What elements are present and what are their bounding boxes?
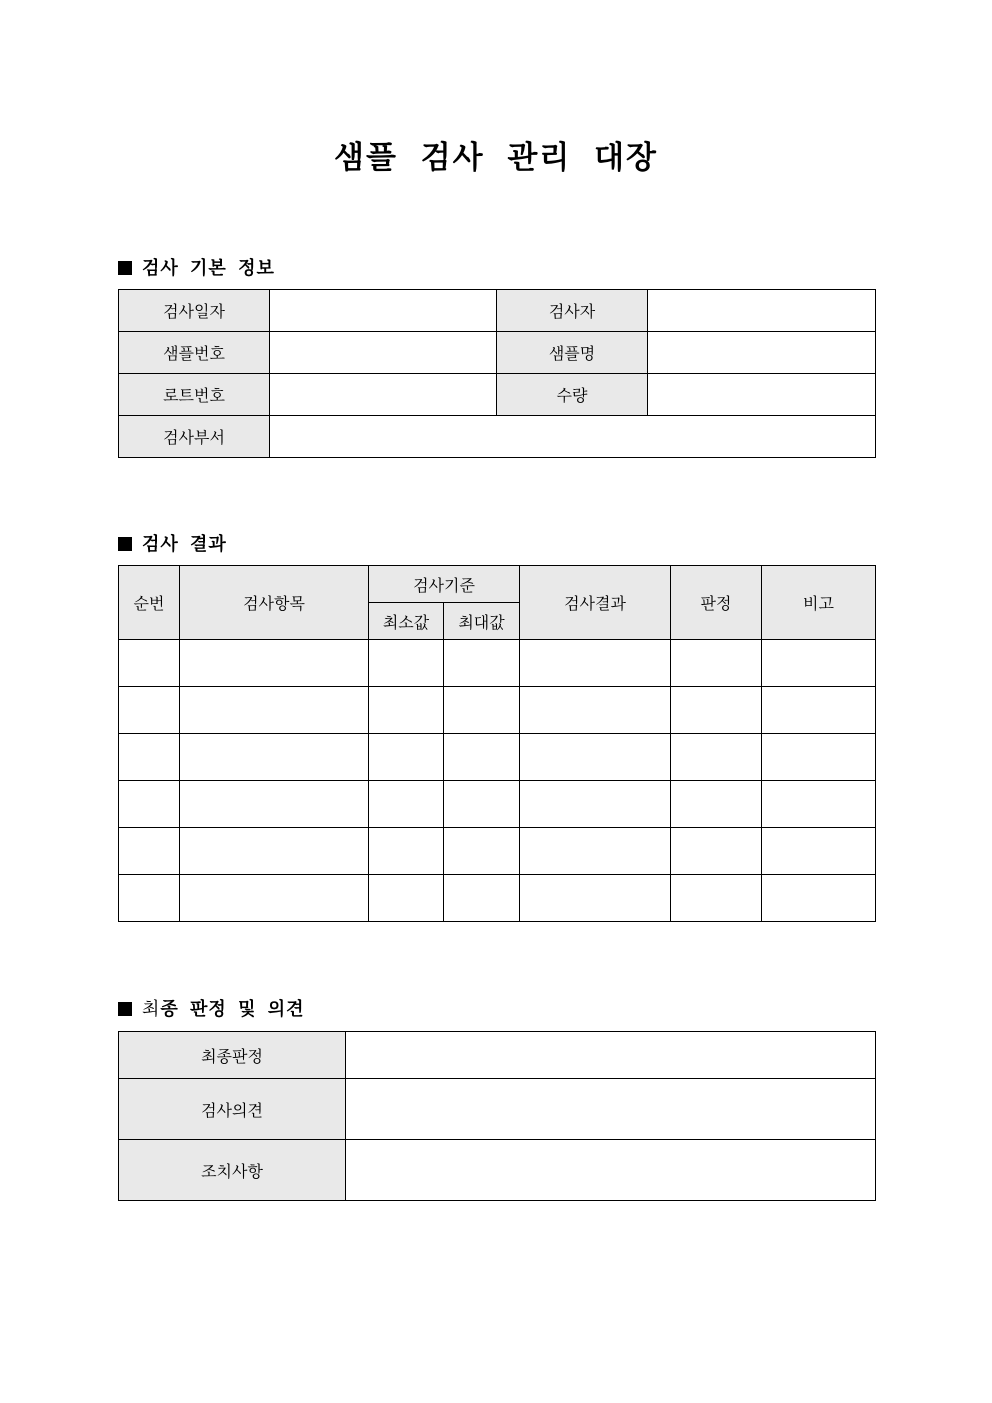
value-inspector[interactable] bbox=[648, 290, 876, 332]
cell-remarks[interactable] bbox=[762, 687, 876, 734]
header-item: 검사항목 bbox=[180, 566, 369, 640]
final-heading-text: 종 판정 및 의견 bbox=[160, 999, 305, 1020]
results-heading bbox=[118, 530, 227, 556]
cell-seq[interactable] bbox=[119, 828, 180, 875]
square-bullet-icon bbox=[118, 537, 132, 551]
cell-item[interactable] bbox=[180, 640, 369, 687]
label-inspection-date: 검사일자 bbox=[119, 290, 270, 332]
cell-seq[interactable] bbox=[119, 640, 180, 687]
label-department: 검사부서 bbox=[119, 416, 270, 458]
square-bullet-icon bbox=[118, 261, 132, 275]
cell-judgment[interactable] bbox=[671, 781, 762, 828]
cell-result[interactable] bbox=[520, 875, 671, 922]
table-row bbox=[119, 687, 876, 734]
table-row bbox=[119, 416, 876, 458]
cell-min[interactable] bbox=[369, 687, 444, 734]
cell-max[interactable] bbox=[444, 640, 520, 687]
cell-item[interactable] bbox=[180, 875, 369, 922]
cell-result[interactable] bbox=[520, 734, 671, 781]
table-row bbox=[119, 875, 876, 922]
page-title: 샘플 검사 관리 대장 bbox=[334, 140, 658, 176]
label-opinion: 검사의견 bbox=[119, 1079, 346, 1140]
cell-judgment[interactable] bbox=[671, 687, 762, 734]
header-seq: 순번 bbox=[119, 566, 180, 640]
cell-item[interactable] bbox=[180, 828, 369, 875]
header-max: 최대값 bbox=[444, 603, 520, 640]
table-row bbox=[119, 1079, 876, 1140]
final-heading-prefix: 최 bbox=[142, 999, 161, 1020]
results-table bbox=[118, 565, 876, 922]
label-lot-number: 로트번호 bbox=[119, 374, 270, 416]
table-row bbox=[119, 332, 876, 374]
basic-info-heading bbox=[118, 254, 275, 280]
cell-seq[interactable] bbox=[119, 781, 180, 828]
value-actions[interactable] bbox=[346, 1140, 876, 1201]
table-header-row bbox=[119, 566, 876, 603]
table-row bbox=[119, 640, 876, 687]
cell-max[interactable] bbox=[444, 687, 520, 734]
cell-item[interactable] bbox=[180, 734, 369, 781]
label-inspector: 검사자 bbox=[497, 290, 648, 332]
value-final-judgment[interactable] bbox=[346, 1032, 876, 1079]
table-row bbox=[119, 374, 876, 416]
final-heading bbox=[118, 995, 305, 1021]
cell-max[interactable] bbox=[444, 734, 520, 781]
label-final-judgment: 최종판정 bbox=[119, 1032, 346, 1079]
value-sample-number[interactable] bbox=[270, 332, 497, 374]
cell-item[interactable] bbox=[180, 687, 369, 734]
header-criteria: 검사기준 bbox=[369, 566, 520, 603]
label-quantity: 수량 bbox=[497, 374, 648, 416]
cell-max[interactable] bbox=[444, 875, 520, 922]
label-actions: 조치사항 bbox=[119, 1140, 346, 1201]
cell-seq[interactable] bbox=[119, 875, 180, 922]
value-lot-number[interactable] bbox=[270, 374, 497, 416]
cell-remarks[interactable] bbox=[762, 781, 876, 828]
table-row bbox=[119, 1140, 876, 1201]
cell-result[interactable] bbox=[520, 640, 671, 687]
cell-min[interactable] bbox=[369, 781, 444, 828]
value-quantity[interactable] bbox=[648, 374, 876, 416]
table-row bbox=[119, 828, 876, 875]
cell-seq[interactable] bbox=[119, 687, 180, 734]
header-min: 최소값 bbox=[369, 603, 444, 640]
cell-result[interactable] bbox=[520, 687, 671, 734]
cell-seq[interactable] bbox=[119, 734, 180, 781]
cell-judgment[interactable] bbox=[671, 640, 762, 687]
table-row bbox=[119, 290, 876, 332]
cell-min[interactable] bbox=[369, 828, 444, 875]
header-remarks: 비고 bbox=[762, 566, 876, 640]
table-row bbox=[119, 734, 876, 781]
cell-remarks[interactable] bbox=[762, 875, 876, 922]
value-sample-name[interactable] bbox=[648, 332, 876, 374]
value-department[interactable] bbox=[270, 416, 876, 458]
header-judgment: 판정 bbox=[671, 566, 762, 640]
cell-remarks[interactable] bbox=[762, 828, 876, 875]
cell-min[interactable] bbox=[369, 875, 444, 922]
cell-max[interactable] bbox=[444, 828, 520, 875]
cell-judgment[interactable] bbox=[671, 734, 762, 781]
cell-min[interactable] bbox=[369, 734, 444, 781]
basic-info-table bbox=[118, 289, 876, 458]
value-opinion[interactable] bbox=[346, 1079, 876, 1140]
cell-min[interactable] bbox=[369, 640, 444, 687]
table-row bbox=[119, 1032, 876, 1079]
results-heading-text: 검사 결과 bbox=[142, 534, 227, 555]
cell-remarks[interactable] bbox=[762, 640, 876, 687]
cell-item[interactable] bbox=[180, 781, 369, 828]
label-sample-number: 샘플번호 bbox=[119, 332, 270, 374]
label-sample-name: 샘플명 bbox=[497, 332, 648, 374]
table-row bbox=[119, 781, 876, 828]
cell-max[interactable] bbox=[444, 781, 520, 828]
square-bullet-icon bbox=[118, 1002, 132, 1016]
cell-judgment[interactable] bbox=[671, 828, 762, 875]
basic-info-heading-text: 검사 기본 정보 bbox=[142, 258, 275, 279]
cell-result[interactable] bbox=[520, 781, 671, 828]
cell-remarks[interactable] bbox=[762, 734, 876, 781]
cell-result[interactable] bbox=[520, 828, 671, 875]
final-table bbox=[118, 1031, 876, 1201]
value-inspection-date[interactable] bbox=[270, 290, 497, 332]
header-result: 검사결과 bbox=[520, 566, 671, 640]
cell-judgment[interactable] bbox=[671, 875, 762, 922]
